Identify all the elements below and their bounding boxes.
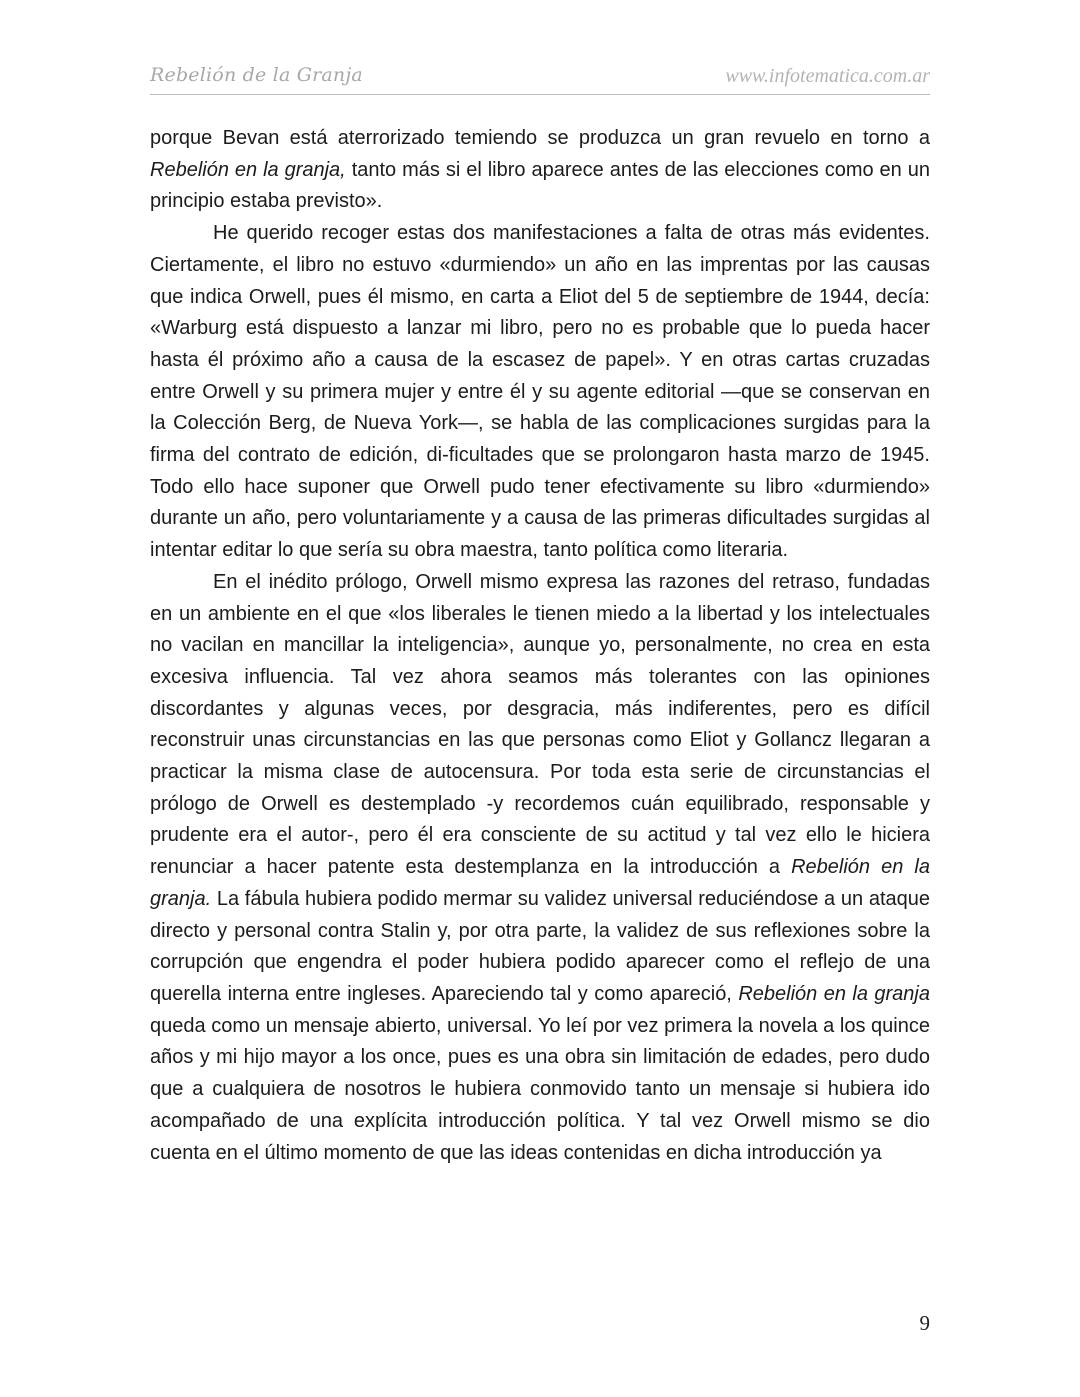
website-url: www.infotematica.com.ar (725, 65, 930, 87)
running-title: Rebelión de la Granja (150, 64, 363, 86)
text-run: En el inédito prólogo, Orwell mismo expresa las razones del retraso, fundadas en un ambiente en el que «los liberales le tienen miedo a la libertad y los intelectuales no vacilan en mancillar la inteligencia», aunque yo, personalmente, no crea en esta excesiva influencia. Tal vez ahora seamos más tolerantes con las opiniones discordantes y algunas veces, por desgracia, más indiferentes, pero es difícil reconstruir unas circunstancias en las que personas como Eliot y Gollancz llegaran a practicar la misma clase de autocensura. Por toda esta serie de circunstancias el prólogo de Orwell es destemplado -y recordemos cuán equilibrado, responsable y prudente era el autor-, pero él era consciente de su actitud y tal vez ello le hiciera renunciar a hacer patente esta destemplanza en la introducción a (150, 570, 930, 879)
text-run: La fábula hubiera podido mermar su validez universal reduciéndose a un ataque directo y personal contra Stalin y, por otra parte, la validez de sus reflexiones sobre la corrupción que engendra el poder hubiera podido aparecer como el reflejo de una querella interna entre ingleses. Apareciendo tal y como apareció, (150, 887, 930, 1005)
text-run: porque Bevan está aterrorizado temiendo se produzca un gran revuelo en torno a (150, 127, 930, 149)
book-title: Rebelión en la granja, (150, 158, 346, 181)
body-text (150, 123, 930, 1169)
page-header (150, 62, 930, 95)
book-title: Rebelión en la granja. (150, 856, 930, 910)
book-title: Rebelión en la granja (738, 982, 930, 1005)
text-run: tanto más si el libro aparece antes de las elecciones como en un principio estaba previsto». (150, 158, 930, 213)
paragraph-1 (150, 123, 930, 218)
page-number: 9 (919, 1311, 930, 1335)
text-run: He querido recoger estas dos manifestaciones a falta de otras más evidentes. Ciertamente, el libro no estuvo «durmiendo» un año en las imprentas por las causas que indica Orwell, pues él mismo, en carta a Eliot del 5 de septiembre de 1944, decía: «Warburg está dispuesto a lanzar mi libro, pero no es probable que lo pueda hacer hasta él próximo año a causa de la escasez de papel». Y en otras cartas cruzadas entre Orwell y su primera mujer y entre él y su agente editorial —que se conservan en la Colección Berg, de Nueva York—, se habla de las complicaciones surgidas para la firma del contrato de edición, di-ficultades que se prolongaron hasta marzo de 1945. Todo ello hace suponer que Orwell pudo tener efectivamente su libro «durmiendo» durante un año, pero voluntariamente y a causa de las primeras dificultades surgidas al intentar editar lo que sería su obra maestra, tanto política como literaria. (150, 222, 930, 562)
paragraph-3 (150, 567, 930, 1169)
paragraph-2 (150, 218, 930, 567)
text-run: queda como un mensaje abierto, universal. Yo leí por vez primera la novela a los quince años y mi hijo mayor a los once, pues es una obra sin limitación de edades, pero dudo que a cualquiera de nosotros le hubiera conmovido tanto un mensaje si hubiera ido acompañado de una explícita introducción política. Y tal vez Orwell mismo se dio cuenta en el último momento de que las ideas contenidas en dicha introducción ya (150, 1014, 930, 1164)
